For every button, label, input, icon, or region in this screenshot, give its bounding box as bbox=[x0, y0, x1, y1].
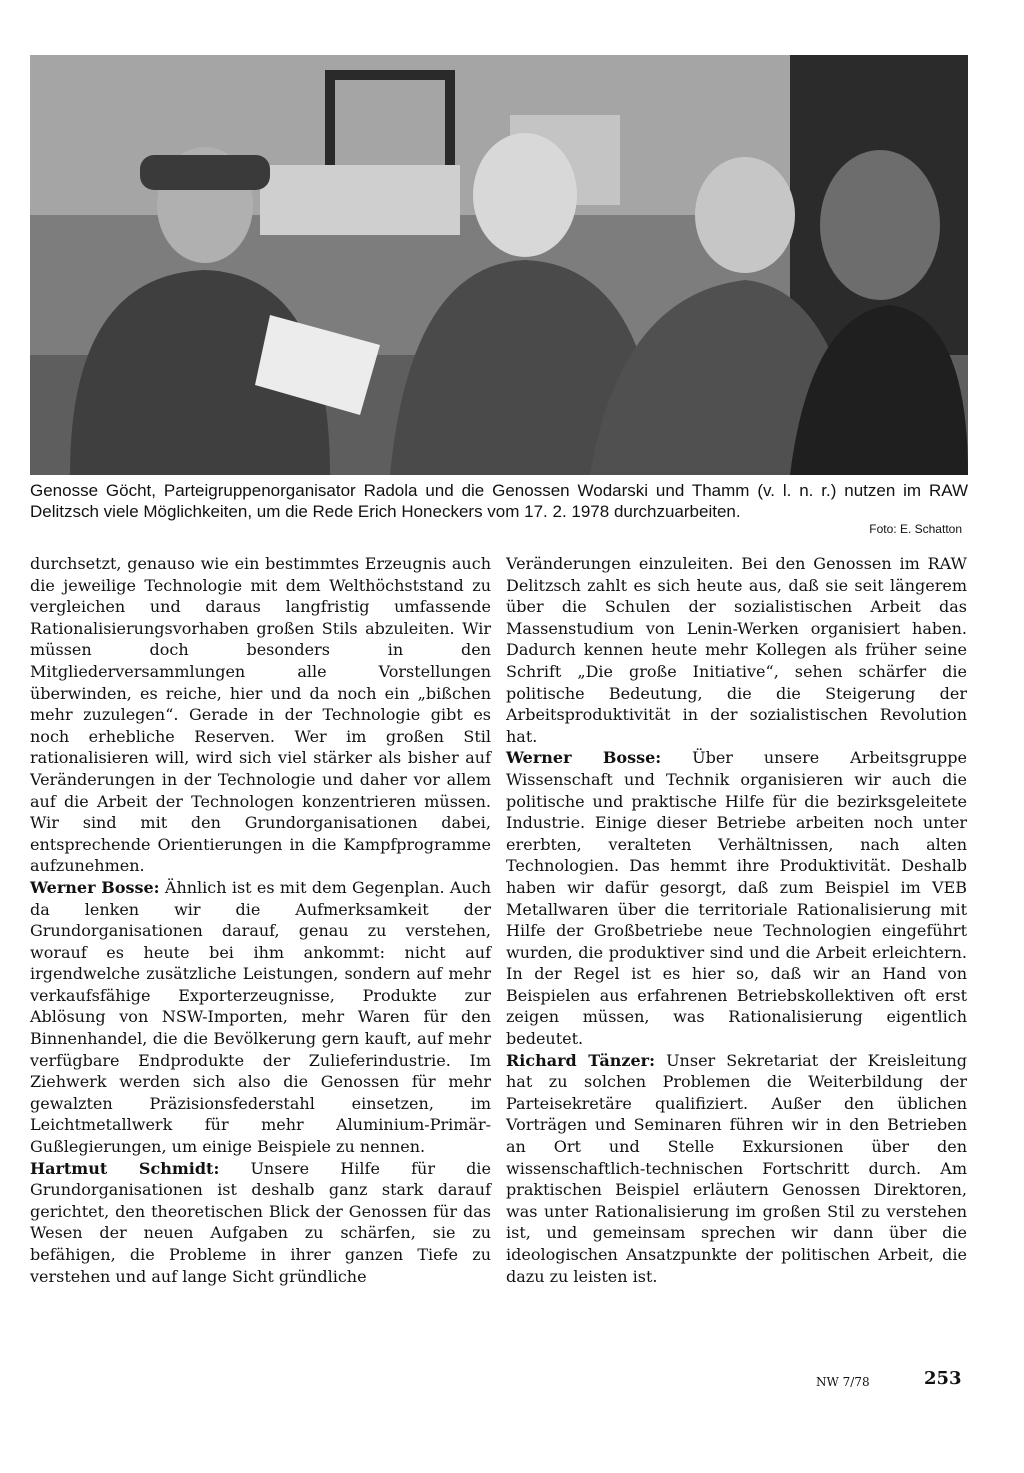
paragraph-text: Veränderungen einzuleiten. Bei den Genossen im RAW Delitzsch zahlt es sich heute aus, daß sie seit längerem über die Schulen der sozialistischen Arbeit das Massenstudium von Lenin-Werken organisiert haben. Dadurch kennen heute mehr Kollegen als früher seine Schrift „Die große Initiative“, sehen schärfer die politische Bedeutung, die die Steigerung der Arbeitsproduktivität in der sozialistischen Revolution hat. bbox=[506, 554, 967, 746]
paragraph-text: Über unsere Arbeitsgruppe Wissenschaft und Technik organisieren wir auch die politische und praktische Hilfe für die bezirksgeleitete Industrie. Einige dieser Betriebe arbeiten noch unter ererbten, veralteten Verhältnissen, nach alten Technologien. Das hemmt ihre Produktivität. Deshalb haben wir dafür gesorgt, daß zum Beispiel im VEB Metallwaren über die territoriale Rationalisierung mit Hilfe der Großbetriebe neue Technologien eingeführt wurden, die produktiver sind und die Arbeit erleichtern. In der Regel ist es hier so, daß wir an Hand von Beispielen aus erfahrenen Betriebskollektiven oft erst zeigen müssen, was Rationalisierung eigentlich bedeutet. bbox=[506, 748, 967, 1049]
paragraph-text: durchsetzt, genauso wie ein bestimmtes Erzeugnis auch die jeweilige Technologie mit dem Welthöchststand zu vergleichen und daraus langfristig umfassende Rationalisierungsvorhaben großen Stils abzuleiten. Wir müssen doch besonders in den Mitgliederversammlungen alle Vorstellungen überwinden, es reiche, hier und da noch ein „bißchen mehr zuzulegen“. Gerade in der Technologie gibt es noch erhebliche Reserven. Wer im großen Stil rationalisieren will, wird sich viel stärker als bisher auf Veränderungen in der Technologie und daher vor allem auf die Arbeit der Technologen konzentrieren müssen. Wir sind mit den Grundorganisationen dabei, entsprechende Orientierungen in die Kampfprogramme aufzunehmen. bbox=[30, 554, 491, 876]
speaker-name: Werner Bosse: bbox=[30, 877, 160, 897]
page-number: 253 bbox=[924, 1368, 962, 1389]
photo-credit: Foto: E. Schatton bbox=[869, 522, 962, 536]
speaker-name: Richard Tänzer: bbox=[506, 1050, 656, 1070]
paragraph-text: Ähnlich ist es mit dem Gegenplan. Auch da lenken wir die Aufmerksamkeit der Grundorganisationen darauf, genau zu verstehen, worauf es heute bei ihm ankommt: nicht auf irgendwelche zusätzliche Leistungen, sondern auf mehr verkaufsfähige Exporterzeugnisse, Produkte zur Ablösung von NSW-Importen, mehr Waren für den Binnenhandel, die die Bevölkerung gern kauft, auf mehr verfügbare Endprodukte der Zulieferindustrie. Im Ziehwerk werden sich also die Genossen für mehr gewalzten Präzisionsfederstahl einsetzen, im Leichtmetallwerk für mehr Aluminium-Primär-Gußlegierungen, um einige Beispiele zu nennen. bbox=[30, 877, 491, 1157]
speaker-name: Werner Bosse: bbox=[506, 748, 662, 768]
paragraph bbox=[30, 553, 491, 877]
paragraph-text: Unsere Hilfe für die Grundorganisationen ist deshalb ganz stark darauf gerichtet, den theoretischen Blick der Genossen für das Wesen der neuen Aufgaben zu schärfen, sie zu befähigen, die Probleme in ihrer ganzen Tiefe zu verstehen und auf lange Sicht gründliche bbox=[30, 1158, 491, 1286]
paragraph bbox=[506, 553, 967, 747]
article-column-right bbox=[506, 553, 967, 1287]
photo-caption bbox=[30, 480, 968, 522]
paragraph bbox=[506, 1050, 967, 1288]
paragraph bbox=[506, 747, 967, 1049]
issue-label: NW 7/78 bbox=[816, 1375, 870, 1389]
photo-scene bbox=[30, 55, 968, 475]
speaker-name: Hartmut Schmidt: bbox=[30, 1158, 220, 1178]
paragraph-text: Unser Sekretariat der Kreisleitung hat zu solchen Problemen die Weiterbildung der Parteisekretäre qualifiziert. Außer den üblichen Vorträgen und Seminaren führen wir in den Betrieben an Ort und Stelle Exkursionen über den wissenschaftlich-technischen Fortschritt durch. Am praktischen Beispiel erläutern Genossen Direktoren, was unter Rationalisierung im großen Stil zu verstehen ist, und gemeinsam sprechen wir dann über die ideologischen Ansatzpunkte der politischen Arbeit, die dazu zu leisten ist. bbox=[506, 1050, 968, 1286]
paragraph bbox=[30, 1158, 491, 1288]
caption-text: Genosse Göcht, Parteigruppenorganisator Radola und die Genossen Wodarski und Thamm (v. l. n. r.) nutzen im RAW Delitzsch viele Möglichkeiten, um die Rede Erich Honeckers vom 17. 2. 1978 durchzuarbeiten. bbox=[30, 481, 968, 521]
paragraph bbox=[30, 877, 491, 1158]
news-photo bbox=[30, 55, 968, 475]
article-column-left bbox=[30, 553, 491, 1287]
